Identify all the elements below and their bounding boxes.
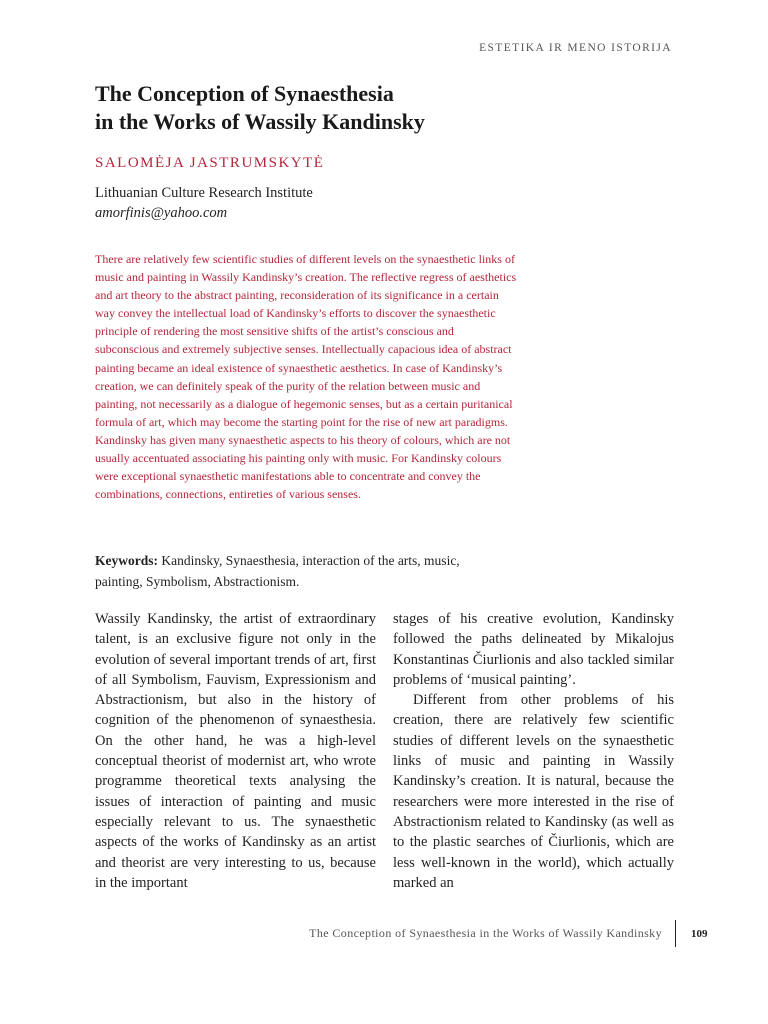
keywords-label: Keywords: xyxy=(95,553,158,568)
title-line-1: The Conception of Synaesthesia xyxy=(95,81,394,106)
abstract: There are relatively few scientific studies of different levels on the synaesthetic links of music and painting in Wassily Kandinsky’s creation. The reflective regress of aesthetics and art theory to the abstract painting, reconsideration of its significance in a certain way convey the intellectual load of Kandinsky’s efforts to discover the synaesthetic principle of rendering the most sensitive shifts of the artist’s conscious and subconscious and extremely subjective senses. Intellectually capacious idea of abstract painting became an ideal existence of synaesthetic aesthetics. In case of Kandinsky’s creation, we can definitely speak of the purity of the relation between music and painting, not necessarily as a dialogue of hegemonic senses, but as a certain puritanical formula of art, which may become the starting point for the rise of new art paradigms. Kandinsky has given many synaesthetic aspects to his theory of colours, which are not usually accentuated associating his painting only with music. For Kandinsky colours were exceptional synaesthetic manifestations able to concentrate and convey the combinations, connections, entireties of various senses. xyxy=(95,252,517,502)
author-email[interactable]: amorfinis@yahoo.com xyxy=(95,205,228,221)
affiliation: Lithuanian Culture Research Institute xyxy=(95,185,313,201)
author-name: SALOMĖJA JASTRUMSKYTĖ xyxy=(95,155,325,171)
body-paragraph: Different from other problems of his creation, there are relatively few scientific studies of different levels on the synaesthetic links of music and painting in Wassily Kandinsky’s creation. It is natural, because the researchers were more interested in the rise of Abstractionism related to Kandinsky (as well as to the plastic searches of Čiurlionis, which are less well-known in the world), which actually marked an xyxy=(393,692,674,891)
body-paragraph: stages of his creative evolution, Kandinsky followed the paths delineated by Mikalojus Konstantinas Čiurlionis and also tackled similar problems of ‘musical painting’. xyxy=(393,611,674,688)
title-line-2: in the Works of Wassily Kandinsky xyxy=(95,109,425,134)
body-paragraph: Wassily Kandinsky, the artist of extraordinary talent, is an exclusive figure not only in the evolution of several important trends of art, first of all Symbolism, Fauvism, Expressionism and Abstractionism, but also in the history of cognition of the phenomenon of synaesthesia. On the other hand, he was a high-level conceptual theorist of modernist art, who wrote programme theoretical texts analysing the issues of interaction of painting and music especially relevant to us. The synaesthetic aspects of the works of Kandinsky as an artist and theorist are very interesting to us, because in the important xyxy=(95,611,376,891)
footer-divider xyxy=(675,920,676,947)
article-title xyxy=(95,80,615,136)
page-number: 109 xyxy=(691,928,708,940)
body-column-left xyxy=(95,609,376,893)
running-head: ESTETIKA IR MENO ISTORIJA xyxy=(479,42,672,54)
author-affiliation-block xyxy=(95,183,313,223)
footer-running-title: The Conception of Synaesthesia in the Works of Wassily Kandinsky xyxy=(309,926,662,940)
body-column-right xyxy=(393,609,674,893)
keywords-text: Kandinsky, Synaesthesia, interaction of the arts, music, painting, Symbolism, Abstractionism. xyxy=(95,553,460,589)
keywords xyxy=(95,550,505,592)
